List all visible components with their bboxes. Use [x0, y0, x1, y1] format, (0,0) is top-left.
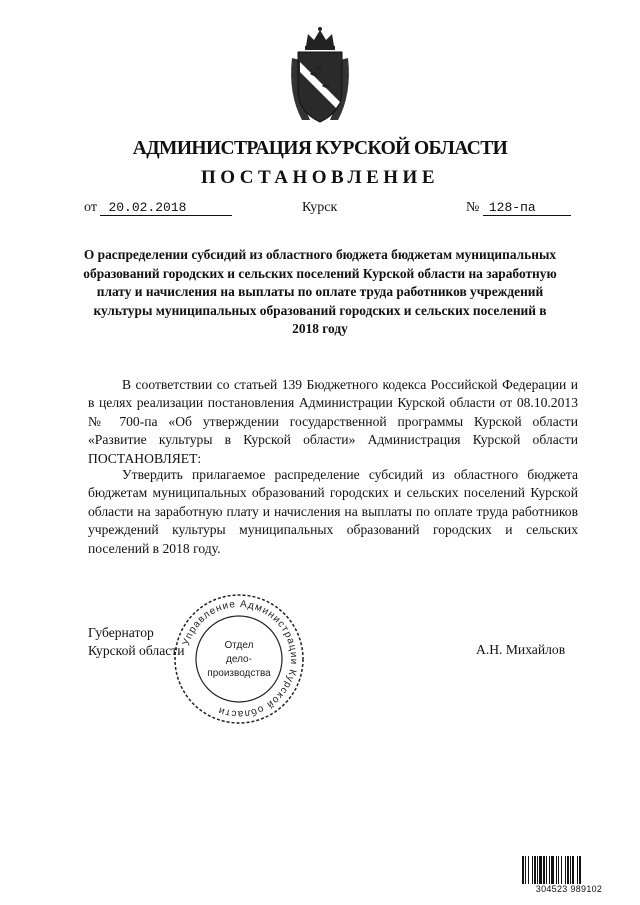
- decree-subject: О распределении субсидий из областного бюджета бюджетам муниципальных образований городских и сельских поселений Курской области на заработную плату и начисления на выплаты по оплате труда работников учреждений культуры муниципальных образований городских и сельских поселений в 2018 году: [83, 247, 557, 336]
- coat-of-arms-emblem: [284, 24, 356, 128]
- number-prefix: №: [466, 200, 480, 215]
- date-prefix: от: [84, 200, 97, 215]
- document-date: 20.02.2018: [100, 200, 232, 216]
- office-stamp: [170, 590, 308, 728]
- stamp-center-line-2: дело-: [226, 654, 252, 665]
- document-type-title: ПОСТАНОВЛЕНИЕ: [200, 167, 440, 188]
- stamp-center-line-1: Отдел: [224, 640, 254, 651]
- document-date-block: [84, 200, 232, 216]
- barcode: [522, 856, 616, 886]
- signer-name: А.Н. Михайлов: [476, 642, 566, 657]
- document-city: Курск: [302, 200, 338, 215]
- signer-title-line-1: Губернатор: [88, 625, 154, 640]
- barcode-number: 304523 989102: [535, 884, 603, 894]
- stamp-ring-text: Управление Администрации Курской области: [180, 598, 300, 720]
- document-number-block: [466, 200, 571, 216]
- preamble-paragraph: В соответствии со статьей 139 Бюджетного кодекса Российской Федерации и в целях реализации постановления Администрации Курской области от 08.10.2013 № 700-па «Об утверждении государственной программы Курской области «Развитие культуры в Курской области» Администрация Курской области ПОСТАНОВЛЯЕТ:: [88, 377, 578, 466]
- organization-title: АДМИНИСТРАЦИЯ КУРСКОЙ ОБЛАСТИ: [132, 138, 508, 159]
- signer-title-line-2: Курской области: [88, 643, 185, 659]
- stamp-center-line-3: производства: [207, 668, 271, 679]
- document-number: 128-па: [483, 200, 571, 216]
- resolution-paragraph: Утвердить прилагаемое распределение субсидий из областного бюджета бюджетам муниципальных образований городских и сельских поселений Курской области на заработную плату и начисления на выплаты по оплате труда работников учреждений культуры муниципальных образований городских и сельских поселений в 2018 году.: [88, 467, 578, 556]
